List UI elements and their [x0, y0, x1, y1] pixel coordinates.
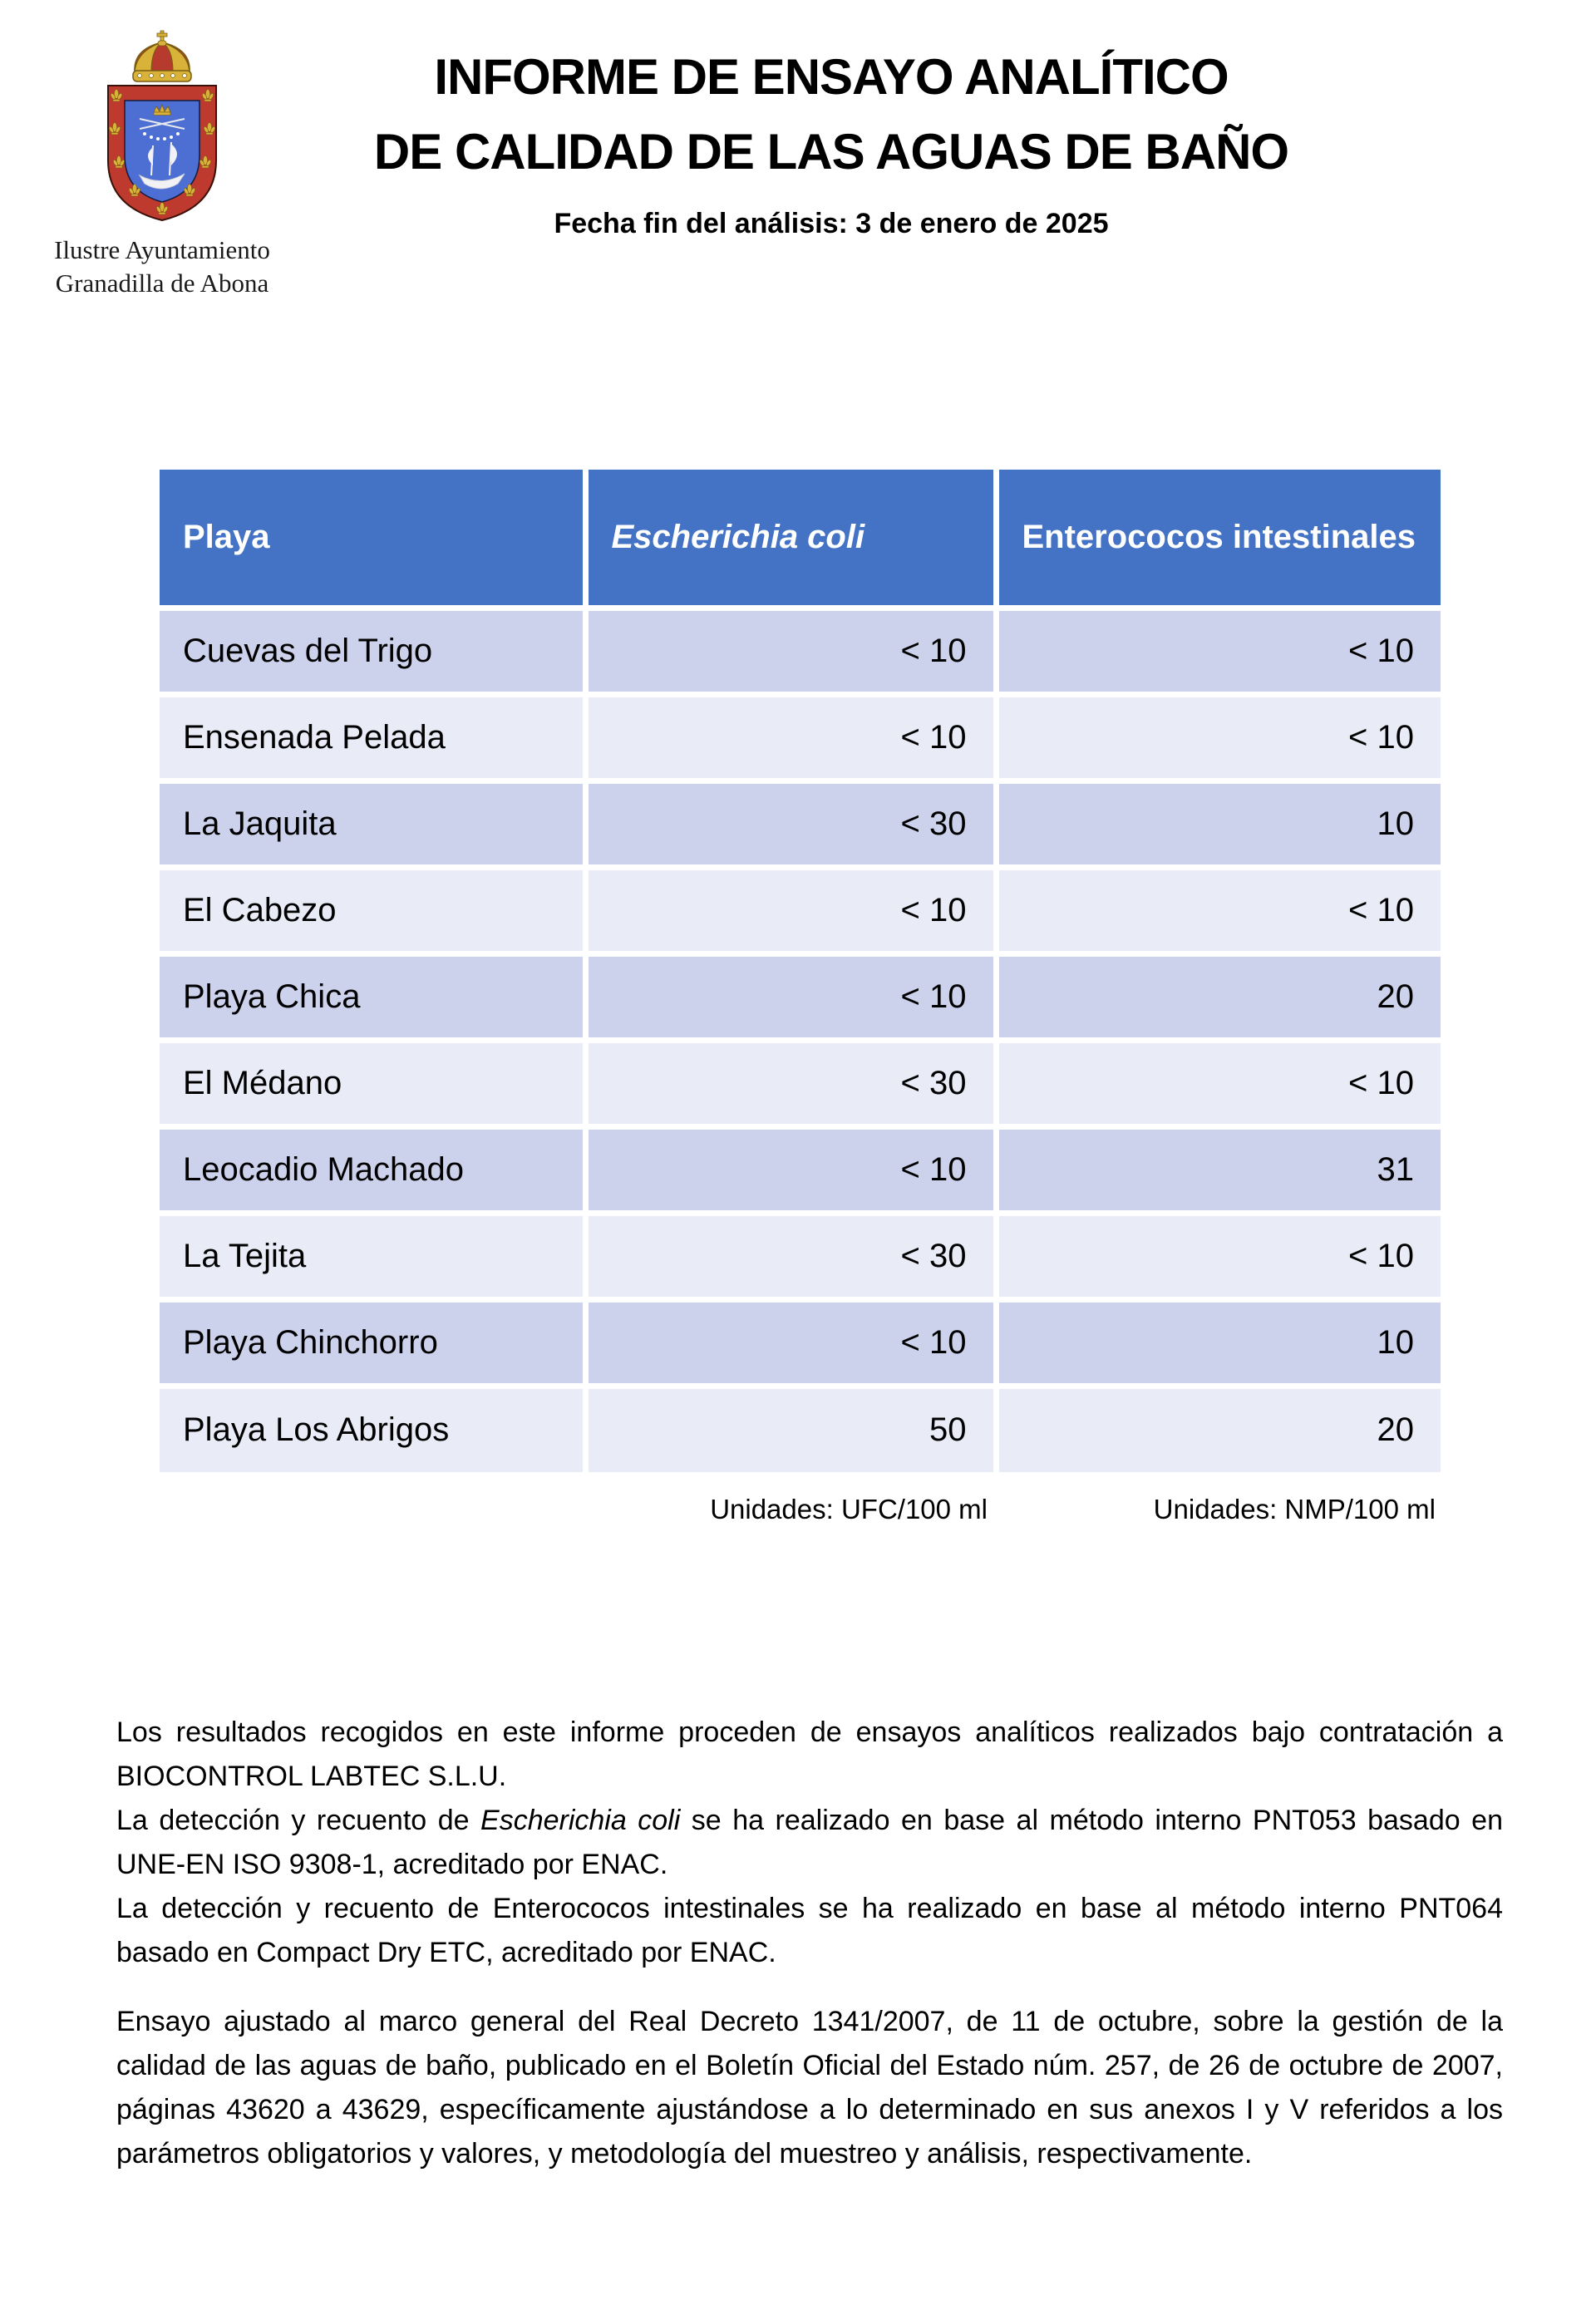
cell-enterococos: 31	[996, 1126, 1441, 1213]
cell-playa: La Tejita	[160, 1213, 585, 1299]
cell-playa: Playa Chica	[160, 953, 585, 1040]
units-row	[160, 1494, 1441, 1525]
cell-ecoli: < 30	[585, 1213, 996, 1299]
logo-caption-line2: Granadilla de Abona	[55, 268, 269, 298]
page-title	[66, 40, 1596, 190]
cell-playa: Cuevas del Trigo	[160, 608, 585, 694]
note-contracting-lab: Los resultados recogidos en este informe proceden de ensayos analíticos realizados bajo contratación a BIOCONTROL LABTEC S.L.U.	[116, 1716, 1503, 1792]
logo-caption	[42, 234, 283, 300]
cell-ecoli: < 30	[585, 781, 996, 867]
cell-playa: Ensenada Pelada	[160, 694, 585, 781]
table-row	[160, 781, 1441, 867]
results-table	[160, 470, 1441, 1472]
cell-ecoli: < 30	[585, 1040, 996, 1126]
note-enterococos-method: La detección y recuento de Enterococos intestinales se ha realizado en base al método interno PNT064 basado en Compact Dry ETC, acreditado por ENAC.	[116, 1893, 1503, 1968]
note-ecoli-method-post: se ha realizado en base al método interno PNT053 basado en UNE-EN ISO 9308-1, acreditado por ENAC.	[116, 1805, 1503, 1880]
cell-enterococos: 10	[996, 781, 1441, 867]
note-ecoli-species: Escherichia coli	[480, 1805, 681, 1836]
cell-ecoli: < 10	[585, 953, 996, 1040]
cell-enterococos: < 10	[996, 694, 1441, 781]
cell-playa: Playa Los Abrigos	[160, 1386, 585, 1472]
cell-ecoli: < 10	[585, 694, 996, 781]
table-row	[160, 1040, 1441, 1126]
cell-enterococos: < 10	[996, 1213, 1441, 1299]
units-ecoli-label: Unidades: UFC/100 ml	[710, 1494, 988, 1524]
table-row	[160, 953, 1441, 1040]
title-line-1: INFORME DE ENSAYO ANALÍTICO	[434, 49, 1229, 105]
cell-ecoli: < 10	[585, 608, 996, 694]
cell-playa: Playa Chinchorro	[160, 1299, 585, 1386]
notes-section	[116, 1711, 1503, 2176]
table-row	[160, 1126, 1441, 1213]
cell-playa: El Médano	[160, 1040, 585, 1126]
cell-enterococos: < 10	[996, 1040, 1441, 1126]
column-header-ecoli: Escherichia coli	[585, 470, 996, 608]
cell-enterococos: < 10	[996, 867, 1441, 953]
column-header-playa: Playa	[160, 470, 585, 608]
table-row	[160, 694, 1441, 781]
cell-playa: La Jaquita	[160, 781, 585, 867]
cell-enterococos: 10	[996, 1299, 1441, 1386]
table-header-row	[160, 470, 1441, 608]
logo-caption-line1: Ilustre Ayuntamiento	[54, 235, 270, 264]
note-ecoli-method	[116, 1799, 1503, 1887]
cell-enterococos: 20	[996, 1386, 1441, 1472]
cell-enterococos: < 10	[996, 608, 1441, 694]
table-row	[160, 1213, 1441, 1299]
units-enterococos-label: Unidades: NMP/100 ml	[1153, 1494, 1436, 1524]
report-header	[66, 40, 1596, 240]
column-header-enterococos: Enterococos intestinales	[996, 470, 1441, 608]
cell-enterococos: 20	[996, 953, 1441, 1040]
title-line-2: DE CALIDAD DE LAS AGUAS DE BAÑO	[373, 124, 1289, 180]
table-row	[160, 867, 1441, 953]
table-row	[160, 1299, 1441, 1386]
note-ecoli-method-pre: La detección y recuento de	[116, 1805, 481, 1836]
results-table-section	[160, 470, 1441, 1525]
cell-playa: El Cabezo	[160, 867, 585, 953]
cell-ecoli: 50	[585, 1386, 996, 1472]
analysis-end-date: Fecha fin del análisis: 3 de enero de 2025	[554, 208, 1109, 239]
table-row	[160, 1386, 1441, 1472]
cell-ecoli: < 10	[585, 1299, 996, 1386]
cell-playa: Leocadio Machado	[160, 1126, 585, 1213]
table-row	[160, 608, 1441, 694]
note-legal-framework: Ensayo ajustado al marco general del Real Decreto 1341/2007, de 11 de octubre, sobre la gestión de la calidad de las aguas de baño, publicado en el Boletín Oficial del Estado núm. 257, de 26 de octubre de 2007, páginas 43620 a 43629, específicamente ajustándose a lo determinado en sus anexos I y V referidos a los parámetros obligatorios y valores, y metodología del muestreo y análisis, respectivamente.	[116, 2006, 1503, 2170]
cell-ecoli: < 10	[585, 867, 996, 953]
cell-ecoli: < 10	[585, 1126, 996, 1213]
